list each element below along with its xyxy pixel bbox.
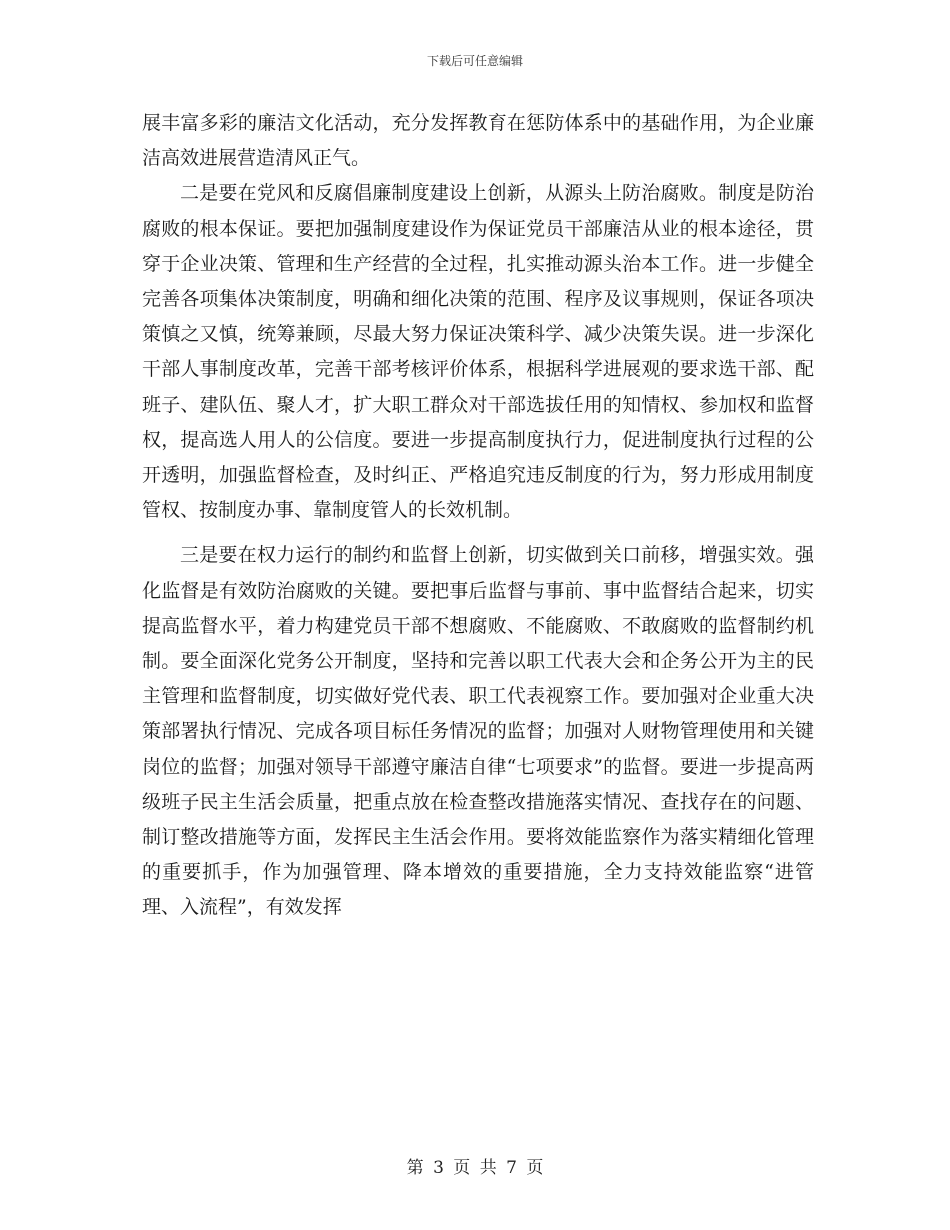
page-header: 下载后可任意编辑	[426, 54, 523, 68]
document-body	[142, 106, 814, 926]
paragraph-power-supervision: 三是要在权力运行的制约和监督上创新，切实做到关口前移，增强实效。强化监督是有效防治腐败的关键。要把事后监督与事前、事中监督结合起来，切实提高监督水平，着力构建党员干部不想腐败、不能腐败、不敢腐败的监督制约机制。要全面深化党务公开制度，坚持和完善以职工代表大会和企务公开为主的民主管理和监督制度，切实做好党代表、职工代表视察工作。要加强对企业重大决策部署执行情况、完成各项目标任务情况的监督；加强对人财物管理使用和关键岗位的监督；加强对领导干部遵守廉洁自律“七项要求”的监督。要进一步提高两级班子民主生活会质量，把重点放在检查整改措施落实情况、查找存在的问题、制订整改措施等方面，发挥民主生活会作用。要将效能监察作为落实精细化管理的重要抓手，作为加强管理、降本增效的重要措施，全力支持效能监察“进管理、入流程”，有效发挥	[142, 544, 814, 919]
paragraph-system-building: 二是要在党风和反腐倡廉制度建设上创新，从源头上防治腐败。制度是防治腐败的根本保证。要把加强制度建设作为保证党员干部廉洁从业的根本途径，贯穿于企业决策、管理和生产经营的全过程，扎实推动源头治本工作。进一步健全完善各项集体决策制度，明确和细化决策的范围、程序及议事规则，保证各项决策慎之又慎，统筹兼顾，尽最大努力保证决策科学、减少决策失误。进一步深化干部人事制度改革，完善干部考核评价体系，根据科学进展观的要求选干部、配班子、建队伍、聚人才，扩大职工群众对干部选拔任用的知情权、参加权和监督权，提高选人用人的公信度。要进一步提高制度执行力，促进制度执行过程的公开透明，加强监督检查，及时纠正、严格追究违反制度的行为，努力形成用制度管权、按制度办事、靠制度管人的长效机制。	[142, 182, 814, 522]
page-number: 第 3 页 共 7 页	[406, 1158, 544, 1178]
paragraph-continued: 展丰富多彩的廉洁文化活动，充分发挥教育在惩防体系中的基础作用，为企业廉洁高效进展营造清风正气。	[142, 112, 814, 170]
